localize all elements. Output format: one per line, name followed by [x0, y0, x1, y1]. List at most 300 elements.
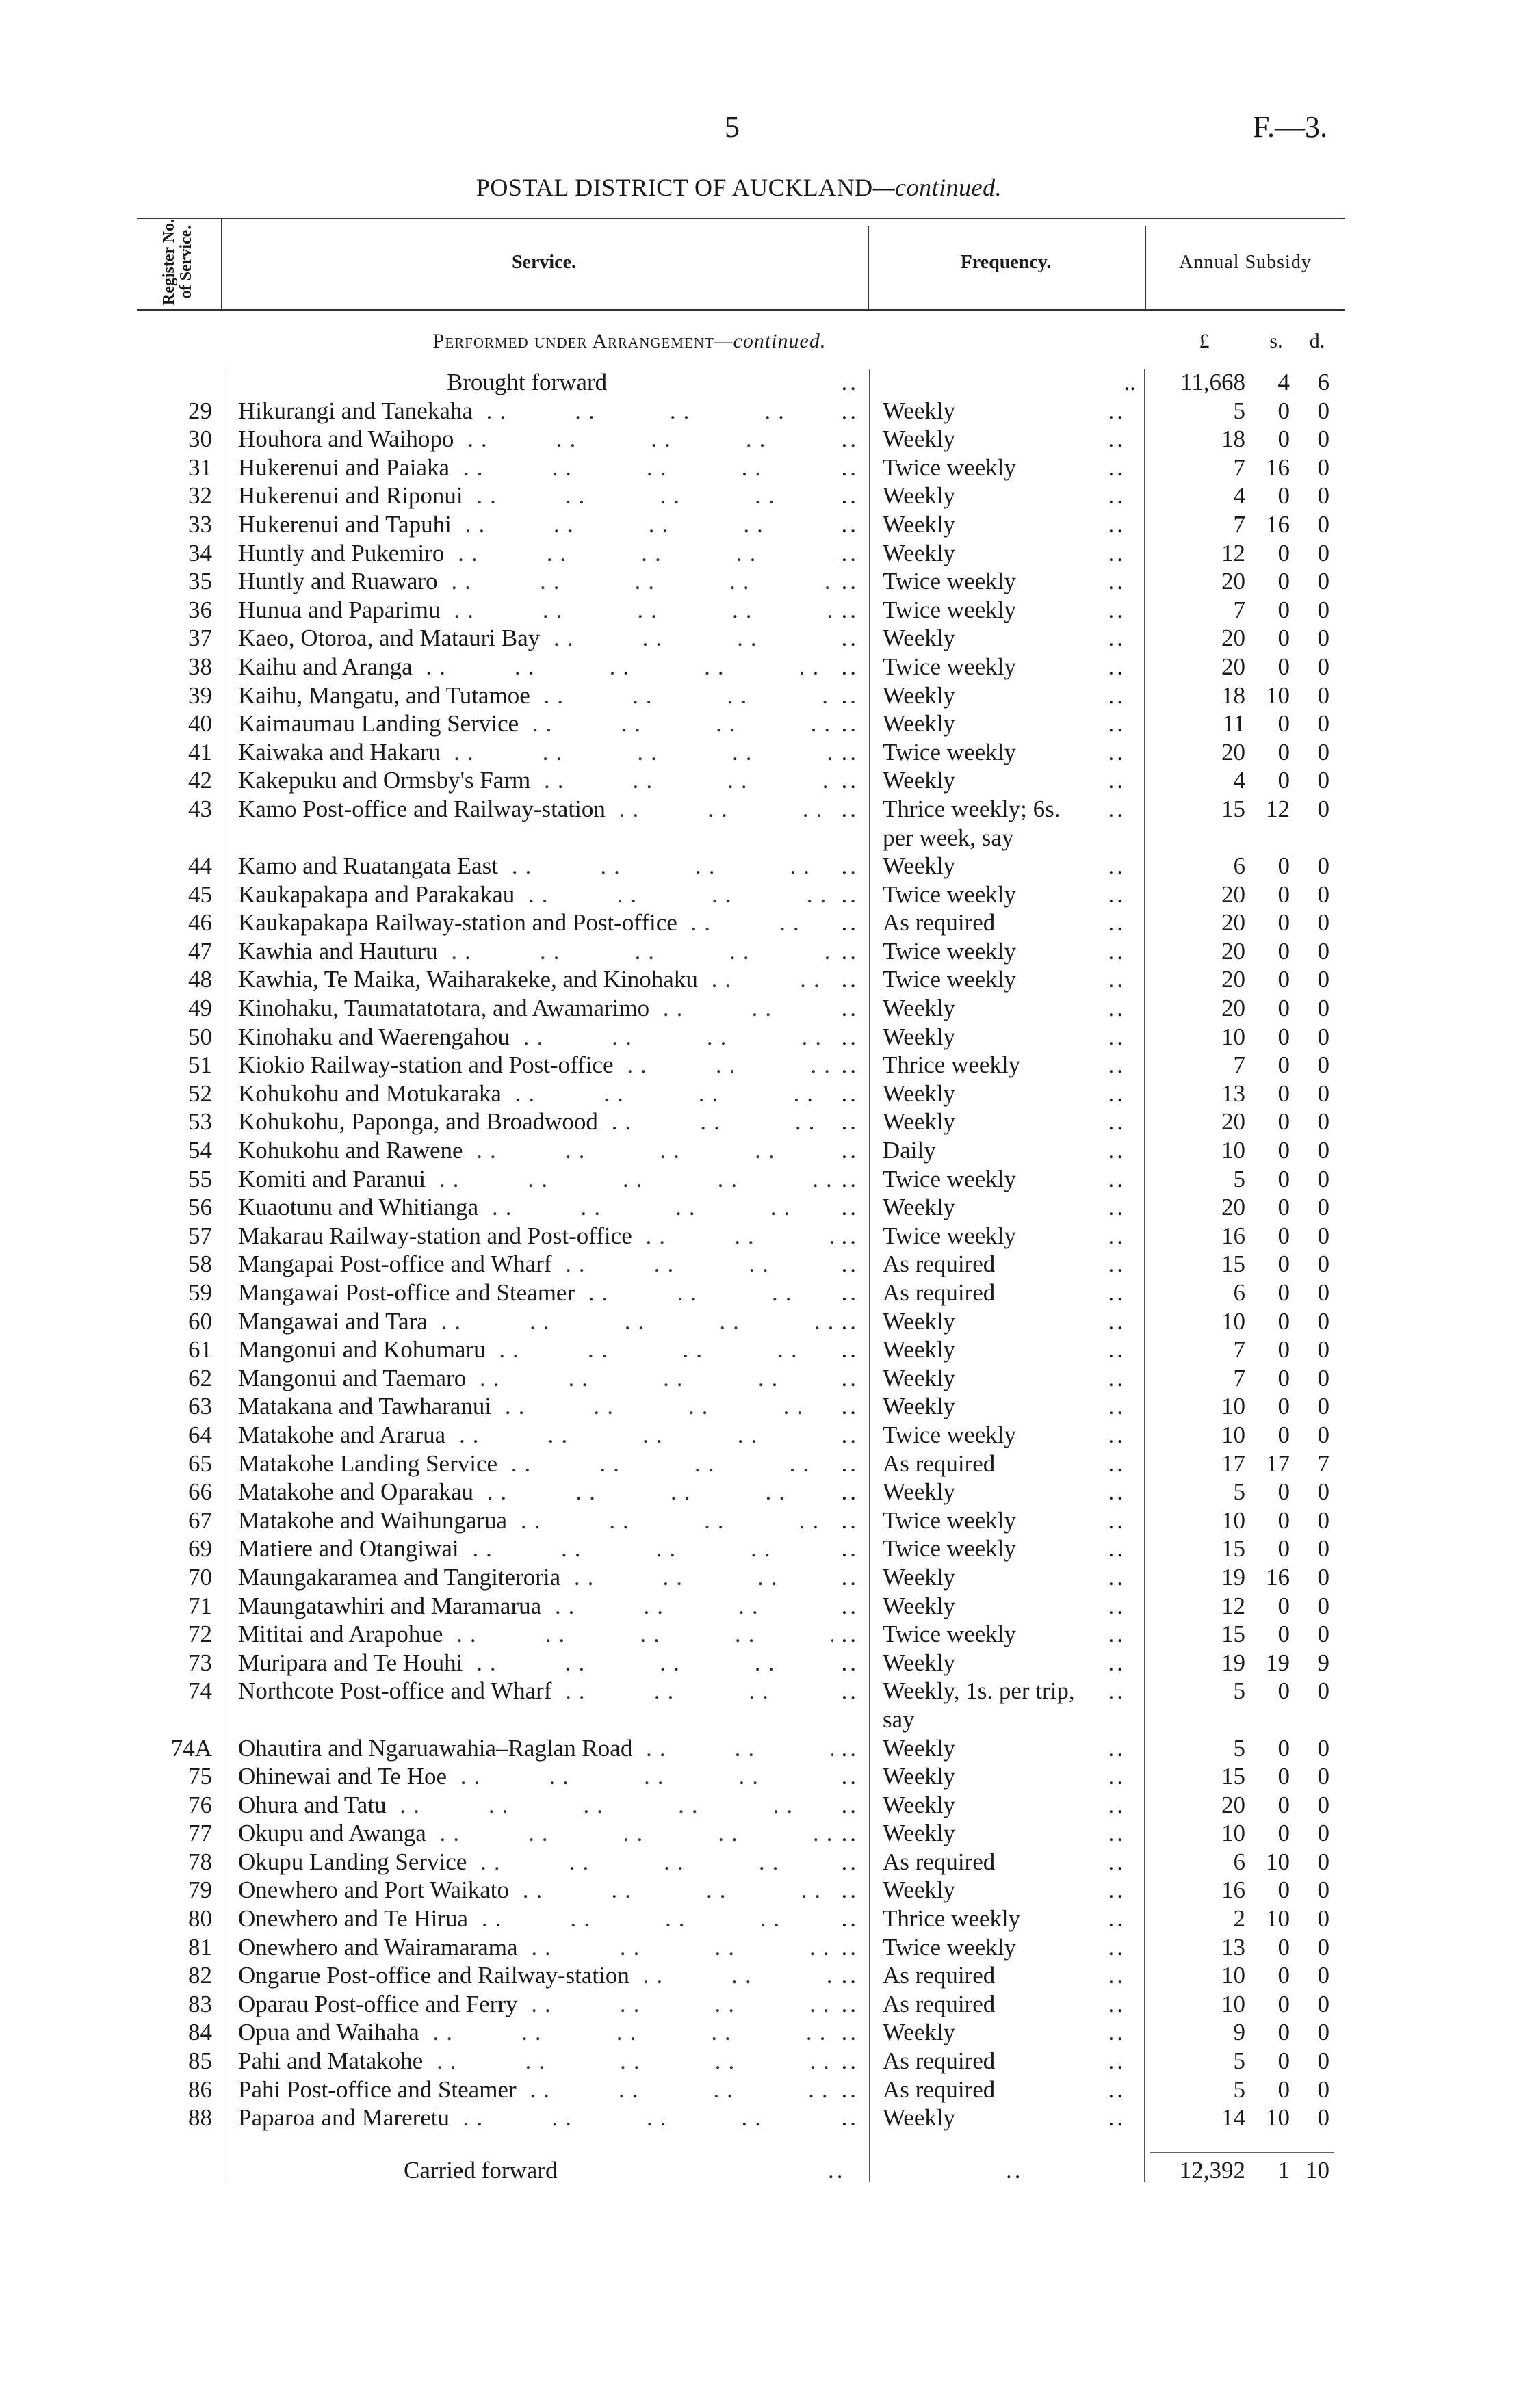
leader-dots: ..	[841, 482, 859, 510]
frequency-cell: Twice weekly	[883, 596, 1016, 623]
pounds-cell: 20	[1221, 937, 1245, 965]
leader-dots: ..	[841, 1506, 859, 1534]
pounds-cell: 5	[1233, 1165, 1245, 1192]
register-number-cell: 40	[188, 710, 212, 737]
leader-dots: ..	[1108, 1336, 1126, 1363]
table-row	[0, 1791, 1519, 1820]
table-row	[0, 1677, 1519, 1733]
pounds-cell: 10	[1221, 1506, 1245, 1534]
pounds-cell: 20	[1221, 909, 1245, 937]
table-row	[0, 795, 1519, 852]
column-header-service: Service.	[511, 252, 577, 273]
table-row	[0, 1961, 1519, 1990]
leader-dots: ..	[1108, 1763, 1126, 1790]
pounds-cell: 20	[1221, 568, 1245, 595]
register-number-cell: 74	[188, 1677, 212, 1705]
register-number-cell: 38	[188, 653, 212, 680]
leader-dots: ..	[841, 454, 859, 481]
register-number-cell: 58	[188, 1251, 212, 1278]
pounds-cell: 13	[1221, 1933, 1245, 1961]
shillings-cell: 0	[1277, 1165, 1290, 1192]
pounds-cell: 20	[1221, 995, 1245, 1022]
leader-dots: ..	[841, 1108, 859, 1136]
table-row	[0, 1108, 1519, 1136]
leader-dots: ..	[1108, 1023, 1126, 1050]
register-number-cell: 47	[188, 937, 212, 965]
frequency-cell: Twice weekly	[883, 1421, 1016, 1448]
leader-dots: ..	[1108, 1621, 1126, 1648]
table-row	[0, 1222, 1519, 1251]
table-row	[0, 1335, 1519, 1364]
leader-dots: ..	[841, 710, 859, 737]
leader-dots: ..	[828, 2157, 846, 2184]
service-cell: Maungatawhiri and Maramarua . .	[238, 1592, 833, 1621]
leader-dots: ..	[841, 426, 859, 453]
table-row	[0, 937, 1519, 966]
pounds-cell: 7	[1233, 1051, 1245, 1079]
leader-dots: ..	[841, 995, 859, 1022]
leader-dots: ..	[1108, 1137, 1126, 1164]
pounds-cell: 7	[1233, 510, 1245, 538]
table-row	[0, 596, 1519, 625]
column-header-annual-subsidy: Annual Subsidy	[1179, 252, 1312, 273]
register-number-cell: 39	[188, 681, 212, 709]
pence-cell: 0	[1317, 1393, 1329, 1420]
table-row	[0, 1307, 1519, 1336]
frequency-cell: As required	[883, 2047, 996, 2075]
service-cell: Mititai and Arapohue . .	[238, 1620, 833, 1649]
leader-dots: ..	[1108, 681, 1126, 709]
leader-dots: ..	[1108, 1990, 1126, 2017]
pounds-cell: 10	[1221, 1307, 1245, 1335]
leader-dots: ..	[1108, 909, 1126, 937]
frequency-cell: Weekly	[883, 625, 956, 652]
leader-dots: ..	[1108, 1506, 1126, 1534]
service-cell: Mangonui and Taemaro . .	[238, 1364, 833, 1393]
frequency-cell: As required	[883, 1848, 996, 1875]
shillings-cell: 0	[1277, 1763, 1290, 1790]
service-cell: Kohukohu and Motukaraka . .	[238, 1079, 833, 1108]
table-row	[0, 1762, 1519, 1791]
frequency-cell: Weekly	[883, 1763, 956, 1790]
pence-cell: 0	[1317, 1734, 1329, 1762]
section-heading-text: Performed under Arrangement	[432, 330, 714, 352]
pounds-cell: 9	[1233, 2019, 1245, 2046]
leader-dots: ..	[1108, 1592, 1126, 1619]
register-number-cell: 78	[188, 1848, 212, 1875]
pounds-cell: 7	[1233, 1336, 1245, 1363]
leader-dots: ..	[841, 510, 859, 538]
register-number-cell: 46	[188, 909, 212, 937]
shillings-cell: 0	[1277, 539, 1290, 566]
frequency-cell: Twice weekly	[883, 937, 1016, 965]
table-row	[0, 2076, 1519, 2104]
leader-dots: ..	[841, 653, 859, 680]
pounds-cell: 5	[1233, 2047, 1245, 2075]
leader-dots: ..	[1108, 1165, 1126, 1192]
register-number-cell: 69	[188, 1535, 212, 1562]
shillings-cell: 0	[1277, 937, 1290, 965]
leader-dots: ..	[841, 625, 859, 652]
pence-cell: 0	[1317, 1079, 1329, 1107]
table-row	[0, 1478, 1519, 1506]
shillings-cell: 10	[1266, 1848, 1290, 1875]
frequency-cell: Daily	[883, 1137, 936, 1164]
leader-dots: ..	[1108, 653, 1126, 680]
service-cell: Kohukohu, Paponga, and Broadwood . .	[238, 1108, 833, 1136]
pence-cell: 0	[1317, 1563, 1329, 1591]
frequency-cell: Weekly	[883, 482, 956, 510]
leader-dots: ..	[1108, 1649, 1126, 1676]
frequency-cell: Weekly	[883, 1364, 956, 1391]
shillings-cell: 0	[1277, 710, 1290, 737]
leader-dots: ..	[1108, 397, 1126, 424]
leader-dots: ..	[1108, 539, 1126, 566]
service-cell: Matakohe and Waihungarua . .	[238, 1506, 833, 1535]
leader-dots: ..	[1108, 1563, 1126, 1591]
frequency-cell: Weekly, 1s. per trip, say	[883, 1677, 1075, 1733]
leader-dots: ..	[841, 767, 859, 794]
leader-dots: ..	[1108, 1734, 1126, 1762]
leader-dots: ..	[1108, 852, 1126, 880]
service-cell: Okupu and Awanga . .	[238, 1819, 833, 1848]
leader-dots: ..	[841, 1621, 859, 1648]
register-number-cell: 48	[188, 966, 212, 993]
shillings-cell: 0	[1277, 852, 1290, 880]
service-cell: Matakana and Tawharanui . .	[238, 1392, 833, 1421]
leader-dots: ..	[841, 880, 859, 908]
leader-dots: ..	[841, 1962, 859, 1989]
frequency-cell: Twice weekly	[883, 1933, 1016, 1961]
shillings-cell: 0	[1277, 1194, 1290, 1221]
pence-cell: 0	[1317, 1251, 1329, 1278]
pounds-cell: 15	[1221, 1535, 1245, 1562]
register-number-cell: 85	[188, 2047, 212, 2075]
section-heading-continued: —continued.	[714, 330, 827, 352]
pence-cell: 0	[1317, 1137, 1329, 1164]
table-row	[0, 1250, 1519, 1279]
leader-dots: ..	[1108, 937, 1126, 965]
leader-dots: ..	[1108, 966, 1126, 993]
leader-dots: ..	[841, 795, 859, 822]
shillings-cell: 12	[1266, 795, 1290, 822]
service-cell: Kohukohu and Rawene . .	[238, 1136, 833, 1165]
leader-dots: ..	[1108, 482, 1126, 510]
service-cell: Hukerenui and Tapuhi . .	[238, 510, 833, 539]
table-row	[0, 1279, 1519, 1307]
pounds-cell: 11	[1222, 710, 1245, 737]
register-number-cell: 81	[188, 1933, 212, 1961]
leader-dots: ..	[1108, 1535, 1126, 1562]
shillings-cell: 17	[1266, 1450, 1290, 1477]
table-row	[0, 454, 1519, 482]
unit-shillings: s.	[1269, 330, 1283, 352]
pence-cell: 0	[1317, 625, 1329, 652]
service-cell: Huntly and Ruawaro . .	[238, 567, 833, 596]
leader-dots: ..	[1108, 1848, 1126, 1875]
pence-cell: 9	[1317, 1649, 1329, 1676]
leader-dots: ..	[1108, 1364, 1126, 1391]
shillings-cell: 0	[1277, 653, 1290, 680]
frequency-cell: Twice weekly	[883, 1506, 1016, 1534]
pence-cell: 0	[1317, 1677, 1329, 1705]
leader-dots: ..	[841, 1279, 859, 1306]
pounds-cell: 7	[1233, 454, 1245, 481]
frequency-cell: Weekly	[883, 539, 956, 566]
pence-cell: 0	[1317, 1820, 1329, 1847]
pence-cell: 0	[1317, 995, 1329, 1022]
leader-dots: ..	[841, 1990, 859, 2017]
pence-cell: 0	[1317, 426, 1329, 453]
pence-cell: 0	[1317, 482, 1329, 510]
table-row	[0, 1592, 1519, 1621]
frequency-cell: Weekly	[883, 1108, 956, 1136]
pence-cell: 0	[1317, 1592, 1329, 1619]
pence-cell: 6	[1317, 369, 1329, 395]
leader-dots: ..	[1108, 1079, 1126, 1107]
pounds-cell: 17	[1221, 1450, 1245, 1477]
brought-forward-label: Brought forward	[446, 369, 608, 395]
pence-cell: 0	[1317, 1165, 1329, 1192]
table-row	[0, 1848, 1519, 1876]
leader-dots: ..	[841, 1079, 859, 1107]
register-number-cell: 54	[188, 1137, 212, 1164]
table-row	[0, 2047, 1519, 2076]
leader-dots: ..	[841, 1677, 859, 1705]
pence-cell: 0	[1317, 1307, 1329, 1335]
frequency-cell: As required	[883, 1962, 996, 1989]
pence-cell: 0	[1317, 1876, 1329, 1904]
shillings-cell: 0	[1277, 1506, 1290, 1534]
frequency-cell: Thrice weekly	[883, 1051, 1021, 1079]
table-row	[0, 1023, 1519, 1051]
leader-dots: ..	[841, 1734, 859, 1762]
carried-forward-row	[0, 2156, 1519, 2185]
register-number-cell: 36	[188, 596, 212, 623]
register-number-cell: 29	[188, 397, 212, 424]
register-number-cell: 66	[188, 1478, 212, 1506]
register-number-cell: 30	[188, 426, 212, 453]
leader-dots: ..	[1108, 510, 1126, 538]
table-row	[0, 1649, 1519, 1677]
register-number-cell: 60	[188, 1307, 212, 1335]
register-number-cell: 73	[188, 1649, 212, 1676]
table-row	[0, 425, 1519, 454]
leader-dots: ..	[1108, 454, 1126, 481]
table-body	[0, 368, 1519, 2132]
table-row	[0, 681, 1519, 710]
shillings-cell: 0	[1277, 2019, 1290, 2046]
leader-dots: ..	[841, 1791, 859, 1818]
leader-dots: ..	[841, 1194, 859, 1221]
pounds-cell: 16	[1221, 1876, 1245, 1904]
leader-dots: ..	[1108, 1450, 1126, 1477]
shillings-cell: 0	[1277, 1990, 1290, 2017]
pounds-cell: 20	[1221, 966, 1245, 993]
leader-dots: ..	[841, 1848, 859, 1875]
pounds-cell: 4	[1233, 767, 1245, 794]
leader-dots: ..	[841, 1421, 859, 1448]
leader-dots: ..	[841, 1450, 859, 1477]
service-cell: Huntly and Pukemiro . .	[238, 539, 833, 568]
leader-dots: ..	[841, 2104, 859, 2132]
leader-dots: ..	[841, 596, 859, 623]
pence-cell: 0	[1317, 909, 1329, 937]
service-cell: Mangawai and Tara . .	[238, 1307, 833, 1336]
pence-cell: 0	[1317, 2047, 1329, 2075]
pence-cell: 0	[1317, 1108, 1329, 1136]
shillings-cell: 0	[1277, 1820, 1290, 1847]
service-cell: Matakohe and Ararua . .	[238, 1421, 833, 1450]
shillings-cell: 0	[1277, 880, 1290, 908]
pence-cell: 0	[1317, 795, 1329, 822]
pounds-cell: 18	[1221, 426, 1245, 453]
service-cell: Kinohaku, Taumatatotara, and Awamarimo . .	[238, 994, 833, 1023]
register-number-cell: 83	[188, 1990, 212, 2017]
leader-dots: ..	[841, 1222, 859, 1249]
service-cell: Maungakaramea and Tangiteroria . .	[238, 1563, 833, 1592]
frequency-cell: Weekly	[883, 1393, 956, 1420]
shillings-cell: 4	[1277, 369, 1290, 395]
register-number-cell: 32	[188, 482, 212, 510]
frequency-cell: Weekly	[883, 1194, 956, 1221]
leader-dots: ..	[841, 909, 859, 937]
pounds-cell: 10	[1221, 1962, 1245, 1989]
pence-cell: 0	[1317, 1478, 1329, 1506]
pence-cell: 0	[1317, 1763, 1329, 1790]
leader-dots: ..	[841, 1251, 859, 1278]
table-row	[0, 482, 1519, 510]
leader-dots: ..	[841, 2047, 859, 2075]
brought-forward-row	[0, 368, 1519, 397]
service-rows	[0, 397, 1519, 2132]
shillings-cell: 10	[1266, 681, 1290, 709]
shillings-cell: 0	[1277, 1137, 1290, 1164]
service-cell: Kaihu and Aranga . .	[238, 653, 833, 681]
carried-forward-shillings: 1	[1277, 2157, 1290, 2184]
register-number-cell: 52	[188, 1079, 212, 1107]
service-cell: Okupu Landing Service . .	[238, 1848, 833, 1876]
register-number-cell: 61	[188, 1336, 212, 1363]
shillings-cell: 16	[1266, 454, 1290, 481]
register-number-cell: 51	[188, 1051, 212, 1079]
service-cell: Muripara and Te Houhi . .	[238, 1649, 833, 1677]
document-code: F.—3.	[1253, 110, 1327, 144]
leader-dots: ..	[841, 1563, 859, 1591]
pounds-cell: 20	[1221, 1108, 1245, 1136]
table-row	[0, 1364, 1519, 1393]
pence-cell: 0	[1317, 1990, 1329, 2017]
service-cell: Matiere and Otangiwai . .	[238, 1534, 833, 1563]
pounds-cell: 12	[1221, 539, 1245, 566]
shillings-cell: 0	[1277, 1279, 1290, 1306]
table-row	[0, 1450, 1519, 1478]
unit-pounds: £	[1199, 330, 1210, 352]
leader-dots: ..	[1108, 2076, 1126, 2103]
leader-dots: ..	[1108, 995, 1126, 1022]
service-cell: Ohautira and Ngaruawahia–Raglan Road . .	[238, 1734, 833, 1763]
service-cell: Opua and Waihaha . .	[238, 2018, 833, 2047]
leader-dots: ..	[841, 2076, 859, 2103]
pounds-cell: 6	[1233, 1848, 1245, 1875]
frequency-cell: Weekly	[883, 2104, 956, 2132]
register-number-cell: 77	[188, 1820, 212, 1847]
frequency-cell: As required	[883, 1990, 996, 2017]
leader-dots: ..	[841, 1592, 859, 1619]
header-bottom-rule	[137, 309, 1345, 311]
pence-cell: 0	[1317, 510, 1329, 538]
service-cell: Onewhero and Port Waikato . .	[238, 1876, 833, 1905]
frequency-cell: Weekly	[883, 1307, 956, 1335]
frequency-cell: Weekly	[883, 1649, 956, 1676]
service-cell: Kakepuku and Ormsby's Farm . .	[238, 766, 833, 795]
shillings-cell: 0	[1277, 1962, 1290, 1989]
frequency-cell: Thrice weekly	[883, 1905, 1021, 1933]
frequency-cell: Thrice weekly; 6s. per week, say	[883, 795, 1061, 851]
pence-cell: 0	[1317, 1421, 1329, 1448]
register-number-cell: 57	[188, 1222, 212, 1249]
table-row	[0, 2018, 1519, 2047]
service-cell: Kaimaumau Landing Service . .	[238, 709, 833, 738]
shillings-cell: 16	[1266, 1563, 1290, 1591]
register-number-cell: 76	[188, 1791, 212, 1818]
pence-cell: 0	[1317, 1848, 1329, 1875]
register-number-cell: 37	[188, 625, 212, 652]
leader-dots: ..	[841, 1649, 859, 1676]
service-cell: Onewhero and Te Hirua . .	[238, 1905, 833, 1933]
service-cell: Northcote Post-office and Wharf . .	[238, 1677, 833, 1705]
leader-dots: ..	[1108, 1820, 1126, 1847]
leader-dots: ..	[1108, 2104, 1126, 2132]
shillings-cell: 0	[1277, 1677, 1290, 1705]
register-number-cell: 42	[188, 767, 212, 794]
header-top-rule	[137, 218, 1345, 219]
table-row	[0, 510, 1519, 539]
leader-dots: ..	[1108, 1905, 1126, 1933]
frequency-cell: Weekly	[883, 1079, 956, 1107]
shillings-cell: 0	[1277, 1421, 1290, 1448]
service-cell: Ongarue Post-office and Railway-station . .	[238, 1961, 833, 1990]
table-row	[0, 766, 1519, 795]
register-number-cell: 79	[188, 1876, 212, 1904]
leader-dots: ..	[841, 1165, 859, 1192]
leader-dots: ..	[1108, 1307, 1126, 1335]
shillings-cell: 0	[1277, 1251, 1290, 1278]
pence-cell: 0	[1317, 568, 1329, 595]
service-cell: Hikurangi and Tanekaha . .	[238, 397, 833, 426]
frequency-cell: Twice weekly	[883, 568, 1016, 595]
leader-dots: ..	[1108, 1962, 1126, 1989]
register-number-cell: 71	[188, 1592, 212, 1619]
leader-dots: ..	[1108, 1421, 1126, 1448]
pence-cell: 0	[1317, 1279, 1329, 1306]
table-row	[0, 1819, 1519, 1848]
register-number-cell: 72	[188, 1621, 212, 1648]
frequency-cell: As required	[883, 1279, 996, 1306]
table-row	[0, 539, 1519, 568]
frequency-cell: Weekly	[883, 1876, 956, 1904]
frequency-cell: Weekly	[883, 852, 956, 880]
pounds-cell: 7	[1233, 1364, 1245, 1391]
pounds-cell: 15	[1221, 1251, 1245, 1278]
pounds-cell: 5	[1233, 2076, 1245, 2103]
frequency-cell: Twice weekly	[883, 1222, 1016, 1249]
frequency-cell: Weekly	[883, 426, 956, 453]
frequency-cell: Weekly	[883, 510, 956, 538]
register-number-cell: 44	[188, 852, 212, 880]
table-row	[0, 1534, 1519, 1563]
table-row	[0, 965, 1519, 994]
